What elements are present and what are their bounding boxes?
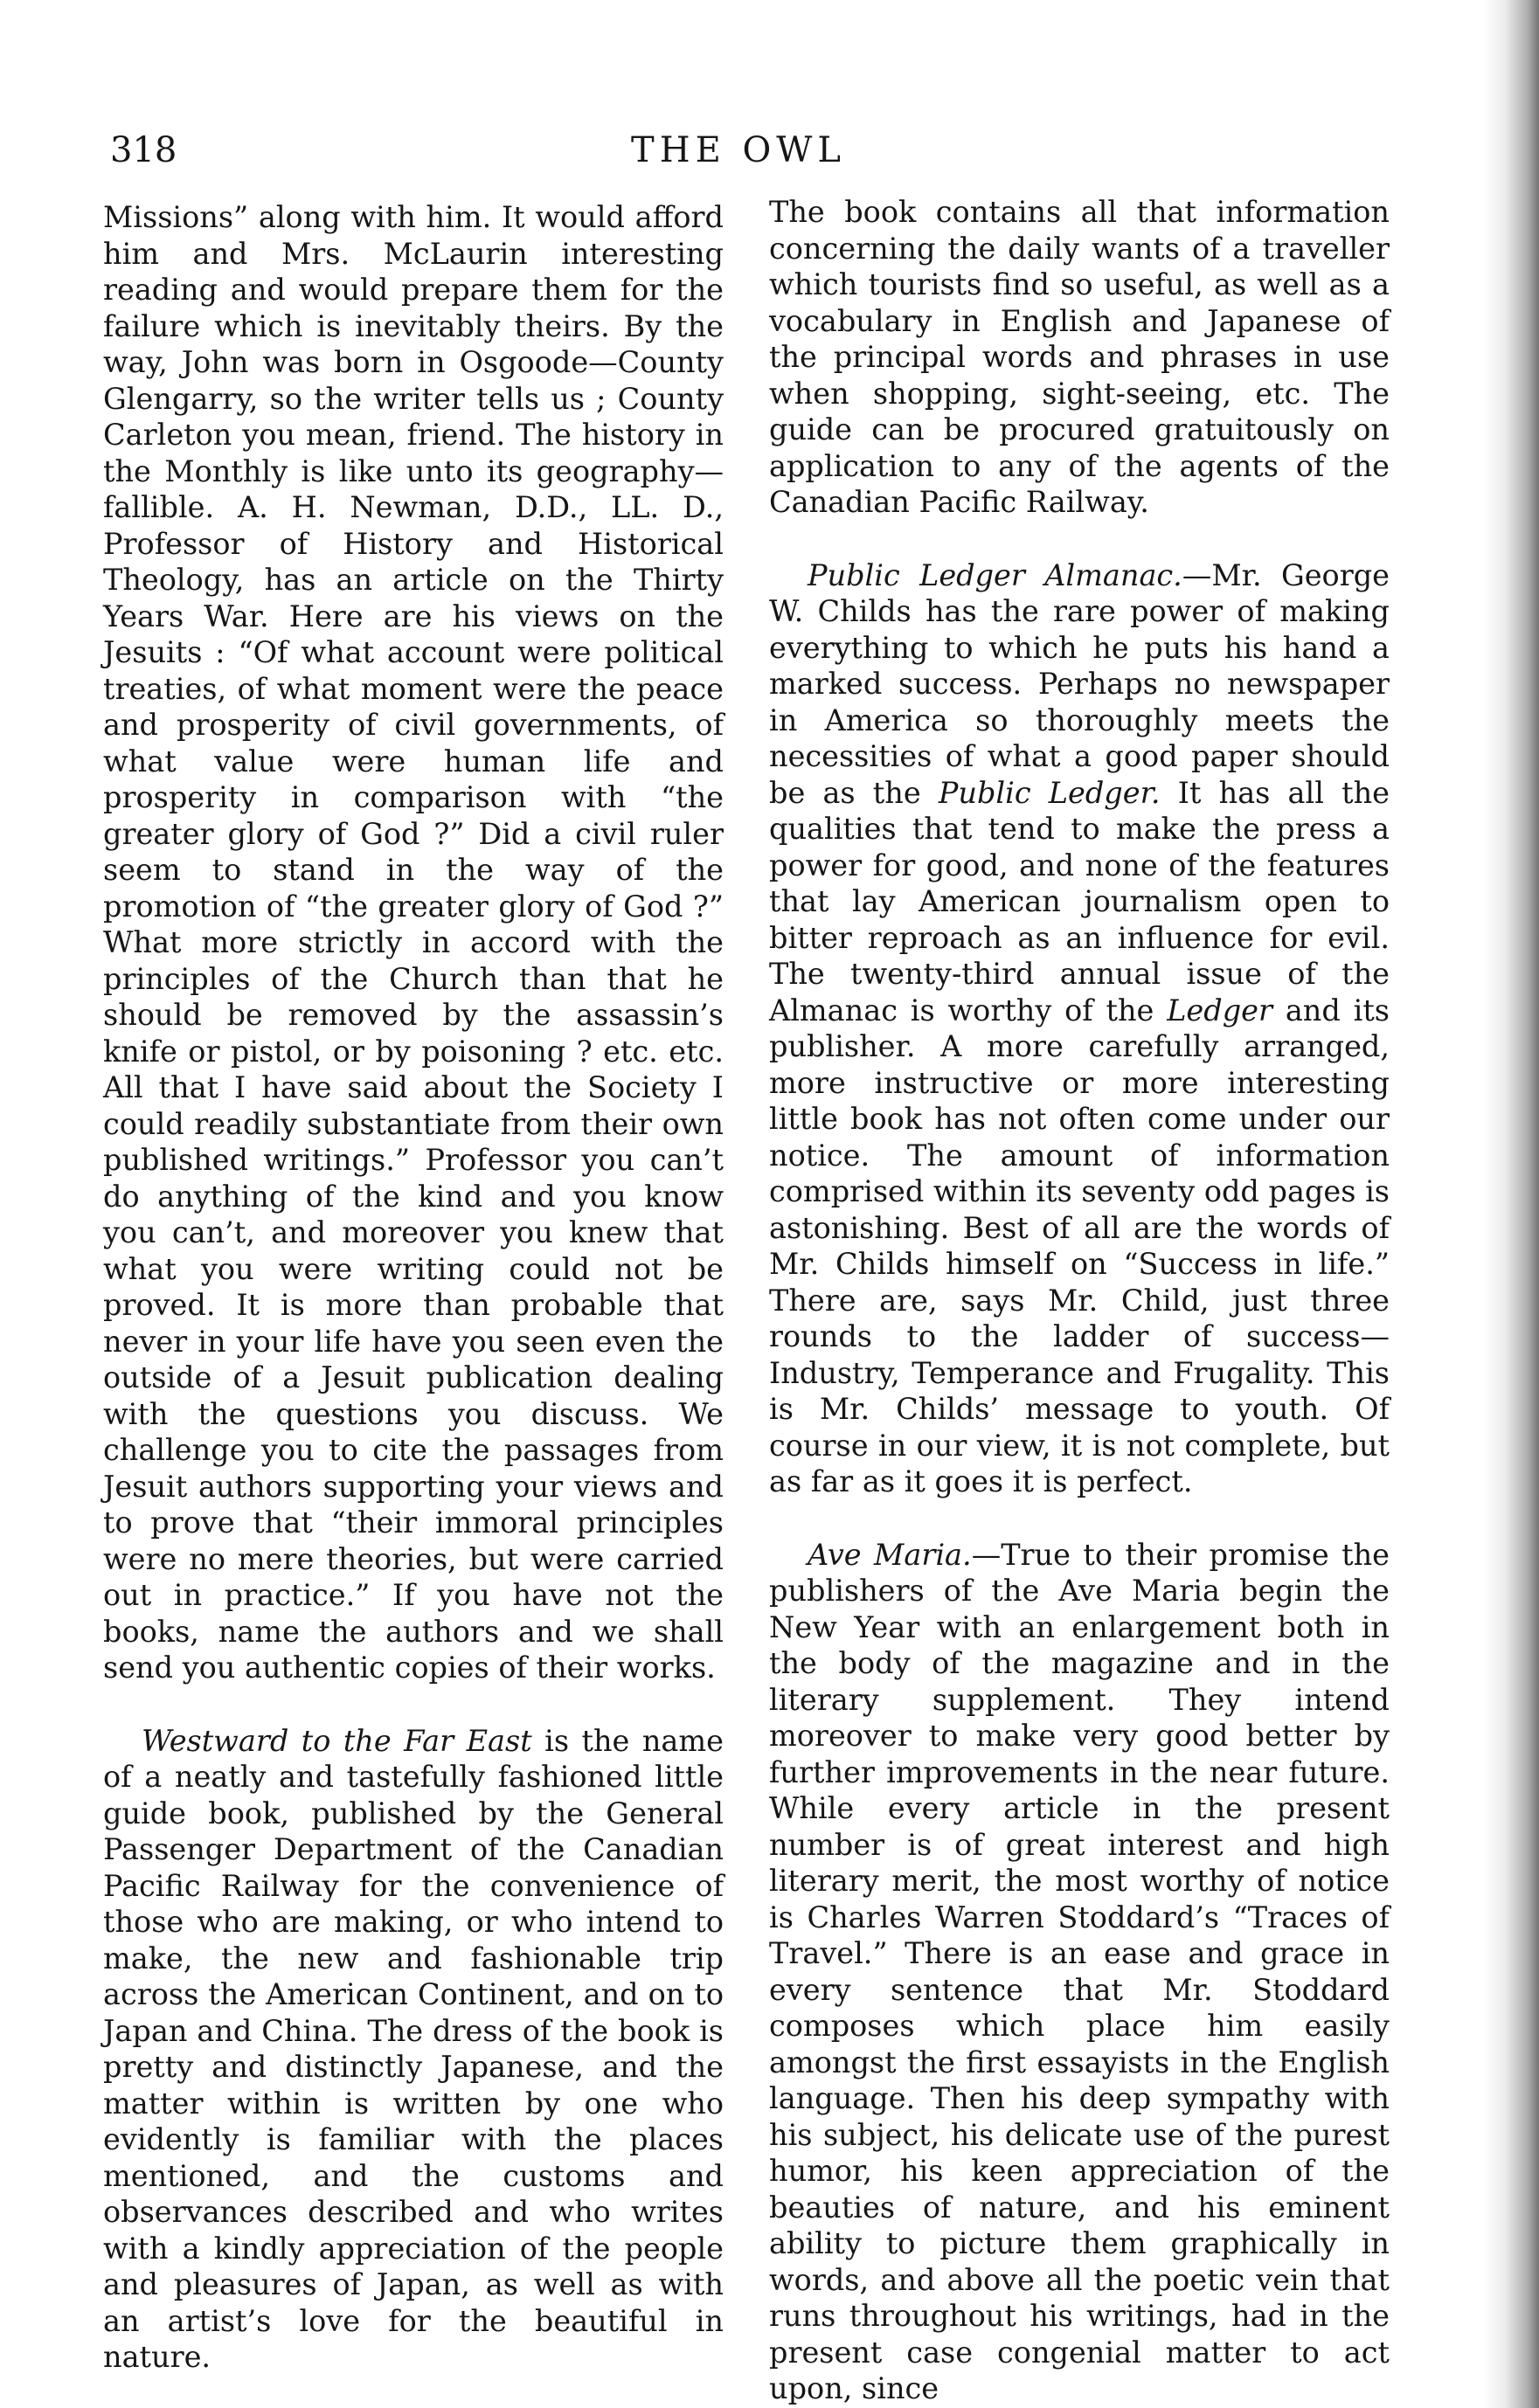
ledger-review-paragraph (769, 557, 1390, 1500)
page-edge-shadow (1483, 0, 1539, 2408)
ledger-title: Public Ledger Almanac. (808, 557, 1182, 592)
left-column (103, 199, 724, 2376)
ledger-body-a: —Mr. George W. Childs has the rare power of making everything to which he puts his hand a marked success. Perhaps no newspaper in America so thoroughly meets the necessities of what a good paper should be as the (769, 557, 1390, 810)
ledger-italic-b: Ledger (1167, 993, 1272, 1028)
westward-title: Westward to the Far East (142, 1723, 532, 1758)
westward-body: is the name of a neatly and tastefully fashioned little guide book, published by the General Passenger Department of the Canadian Pacific Railway for the convenience of those who are making, or who intend to make, the new and fashionable trip across the American Continent, and on to Japan and China. The dress of the book is pretty and distinctly Japanese, and the matter within is written by one who evidently is familiar with the places mentioned, and the customs and observances described and who writes with a kindly appreciation of the people and pleasures of Japan, as well as with an artist’s love for the beautiful in nature. (103, 1723, 724, 2374)
page-number: 318 (110, 130, 177, 170)
left-paragraph-continuation: Missions” along with him. It would afford him and Mrs. McLaurin interesting reading and would prepare them for the failure which is inevitably theirs. By the way, John was born in Osgoode—County Glengarry, so the writer tells us ; County Carleton you mean, friend. The history in the Monthly is like unto its geography—fallible. A. H. Newman, D.D., LL. D., Professor of History and Historical Theology, has an article on the Thirty Years War. Here are his views on the Jesuits : “Of what account were political treaties, of what moment were the peace and prosperity of civil governments, of what value were human life and prosperity in comparison with “the greater glory of God ?” Did a civil ruler seem to stand in the way of the promotion of “the greater glory of God ?” What more strictly in accord with the principles of the Church than that he should be removed by the assassin’s knife or pistol, or by poisoning ? etc. etc. All that I have said about the Society I could readily substantiate from their own published writings.” Professor you can’t do anything of the kind and you know you can’t, and moreover you knew that what you were writing could not be proved. It is more than probable that never in your life have you seen even the outside of a Jesuit publication dealing with the questions you discuss. We challenge you to cite the passages from Jesuit authors supporting your views and to prove that “their immoral principles were no mere theories, but were carried out in practice.” If you have not the books, name the authors and we shall send you authentic copies of their works. (103, 200, 724, 1685)
right-column (769, 194, 1390, 2407)
westward-review-paragraph (103, 1723, 724, 2376)
ledger-body-b: It has all the qualities that tend to make the press a power for good, and none of the features that lay American journalism open to bitter reproach as an influence for evil. The twenty-third annual issue of the Almanac is worthy of the (769, 775, 1390, 1028)
ave-maria-title: Ave Maria. (808, 1537, 972, 1572)
ave-maria-review-paragraph (769, 1537, 1390, 2407)
ledger-italic-a: Public Ledger. (938, 775, 1161, 810)
ave-maria-body: —True to their promise the publishers of the Ave Maria begin the New Year with an enlargement both in the body of the magazine and in the literary supplement. They intend moreover to make very good better by further improvements in the near future. While every article in the present number is of great interest and high literary merit, the most worthy of notice is Charles Warren Stoddard’s “Traces of Travel.” There is an ease and grace in every sentence that Mr. Stoddard composes which place him easily amongst the first essayists in the English language. Then his deep sympathy with his subject, his delicate use of the purest humor, his keen appreciation of the beauties of nature, and his eminent ability to picture them graphically in words, and above all the poetic vein that runs throughout his writings, had in the present case congenial matter to act upon, since (769, 1537, 1390, 2405)
right-paragraph-continuation: The book contains all that information concerning the daily wants of a traveller which tourists find so useful, as well as a vocabulary in English and Japanese of the principal words and phrases in use when shopping, sight-seeing, etc. The guide can be procured gratuitously on application to any of the agents of the Canadian Pacific Railway. (769, 195, 1390, 519)
running-title: THE OWL (631, 130, 846, 170)
ledger-body-c: and its publisher. A more carefully arranged, more instructive or more interesting little book has not often come under our notice. The amount of information comprised within its seventy odd pages is astonishing. Best of all are the words of Mr. Childs himself on “Success in life.” There are, says Mr. Child, just three rounds to the ladder of success—Industry, Temperance and Frugality. This is Mr. Childs’ message to youth. Of course in our view, it is not complete, but as far as it goes it is perfect. (769, 993, 1390, 1498)
